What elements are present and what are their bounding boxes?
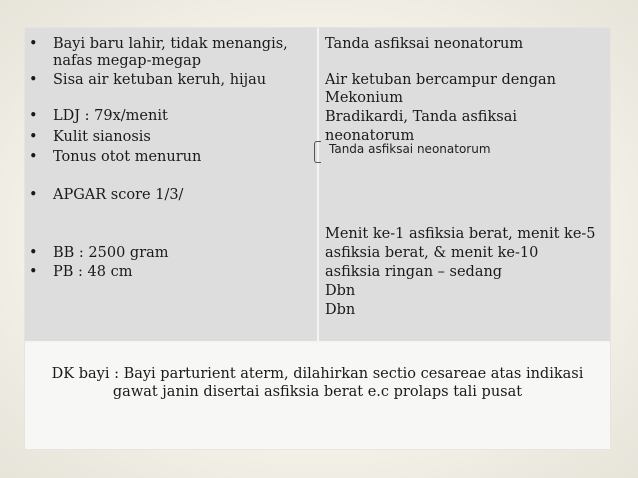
bullet: • xyxy=(29,36,38,52)
list-item-text: nafas megap-megap xyxy=(53,53,202,69)
interpretation-line: Tanda asfiksai neonatorum xyxy=(325,36,524,52)
bullet: • xyxy=(29,149,38,165)
list-item-text: Kulit sianosis xyxy=(53,129,151,145)
bullet: • xyxy=(29,72,38,88)
list-item-text: APGAR score 1/3/ xyxy=(53,187,184,203)
bullet: • xyxy=(29,245,38,261)
findings-cell xyxy=(29,28,315,341)
list-item xyxy=(29,187,315,204)
bullet: • xyxy=(29,264,38,280)
bullet: • xyxy=(29,187,38,203)
interpretation-line: Air ketuban bercampur dengan xyxy=(325,72,556,88)
bracket-shape xyxy=(314,141,321,163)
list-item xyxy=(29,264,315,281)
list-item-text: Tonus otot menurun xyxy=(53,149,202,165)
list-item xyxy=(29,245,315,262)
annotation-text: Tanda asfiksai neonatorum xyxy=(329,142,491,156)
list-item xyxy=(29,108,315,125)
list-item xyxy=(29,129,315,146)
interpretation-line: Bradikardi, Tanda asfiksai xyxy=(325,109,517,125)
list-item-text: LDJ : 79x/menit xyxy=(53,108,168,124)
case-table xyxy=(25,28,610,449)
list-item-text: Bayi baru lahir, tidak menangis, xyxy=(53,36,288,52)
interpretation-line: asfiksia ringan – sedang xyxy=(325,264,503,280)
interpretation-line: asfiksia berat, & menit ke-10 xyxy=(325,245,539,261)
interpretation-line: neonatorum xyxy=(325,128,415,144)
bullet: • xyxy=(29,129,38,145)
diagnosis-line: gawat janin disertai asfiksia berat e.c prolaps tali pusat xyxy=(112,384,523,400)
interpretation-cell xyxy=(325,28,607,341)
list-item-text: BB : 2500 gram xyxy=(53,245,169,261)
list-item xyxy=(29,36,315,70)
column-divider xyxy=(317,28,319,341)
interpretation-line: Menit ke-1 asfiksia berat, menit ke-5 xyxy=(325,226,596,242)
bullet: • xyxy=(29,108,38,124)
row-divider xyxy=(25,341,610,343)
list-item xyxy=(29,149,315,166)
diagnosis-line: DK bayi : Bayi parturient aterm, dilahirkan sectio cesareae atas indikasi xyxy=(51,366,584,382)
interpretation-line: Mekonium xyxy=(325,90,404,106)
interpretation-line: Dbn xyxy=(325,302,356,318)
list-item-text: PB : 48 cm xyxy=(53,264,133,280)
list-item xyxy=(29,72,315,89)
interpretation-line: Dbn xyxy=(325,283,356,299)
list-item-text: Sisa air ketuban keruh, hijau xyxy=(53,72,267,88)
